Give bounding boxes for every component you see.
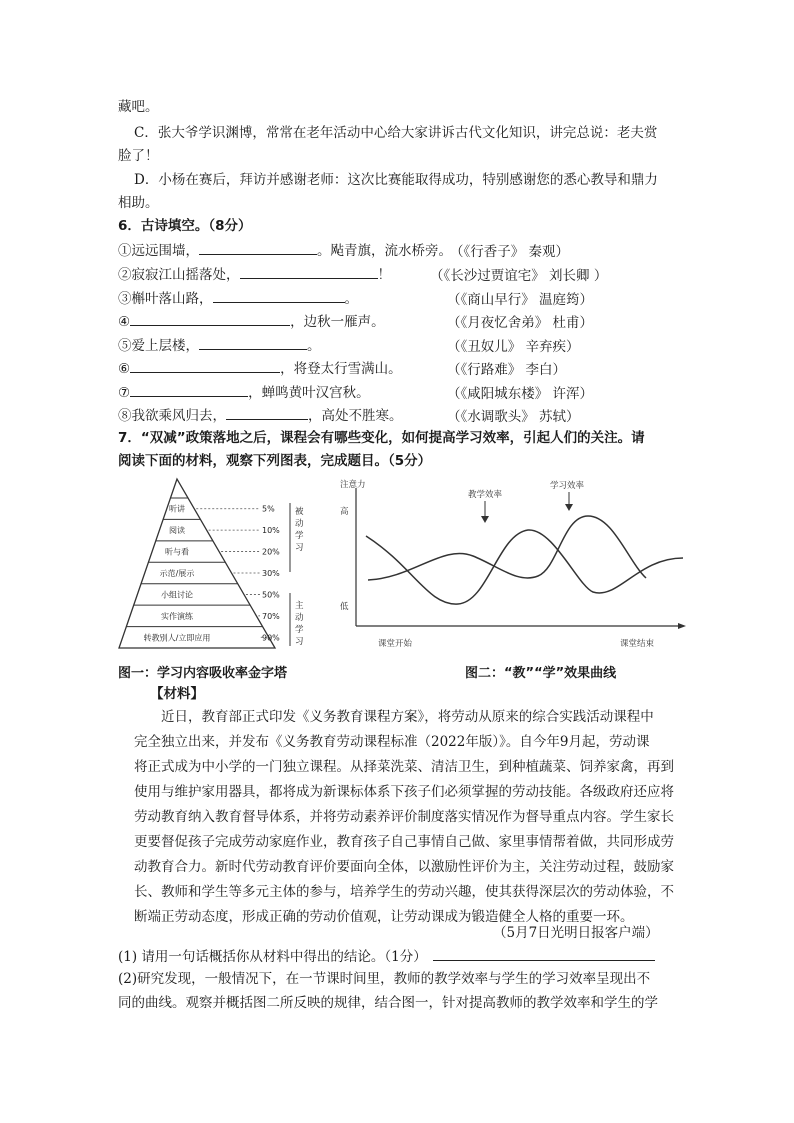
x-axis-arrow	[678, 623, 686, 629]
active-learning-label: 习	[295, 637, 304, 647]
passive-learning-label: 动	[295, 519, 304, 529]
material-line: 断端正劳动态度，形成正确的劳动价值观，让劳动课成为锻造健全人格的重要一环。	[134, 909, 634, 925]
poem-line-5	[118, 335, 321, 355]
text-line: 脸了！	[118, 148, 159, 164]
poem-line-3	[118, 288, 358, 308]
material-line: 更要督促孩子完成劳动家庭作业，教育孩子自己事情自己做、家里事情帮着做，共同形成劳	[134, 834, 674, 850]
pyramid-rate-label: 20%	[262, 547, 280, 557]
x-start-label: 课堂开始	[378, 639, 413, 649]
option-c-line: C．张大爷学识渊博，常常在老年活动中心给大家讲诉古代文化知识，讲完总说：老夫赏	[134, 125, 658, 141]
poem-text: ，边秋一雁声。	[290, 314, 385, 330]
material-line: 长、教师和学生等多元主体的参与，培养学生的劳动兴趣，使其获得深层次的劳动体验，不	[134, 884, 674, 900]
poem-text: ②寂寂江山摇落处，	[118, 267, 240, 283]
poem-source: （《水调歌头》 苏轼）	[447, 409, 580, 425]
pyramid-level-label: 小组讨论	[161, 590, 193, 600]
pyramid-level-label: 实作演练	[161, 611, 193, 621]
material-line: 使用与维护家用器具，都将成为新课标体系下孩子们必须掌握的劳动技能。各级政府还应将	[134, 784, 674, 800]
poem-text: ⑦	[118, 385, 131, 401]
learning-efficiency-curve	[368, 516, 646, 580]
poem-line-8	[118, 405, 403, 425]
material-line: 近日，教育部正式印发《义务教育课程方案》，将劳动从原来的综合实践活动课程中	[161, 709, 654, 725]
answer-blank[interactable]	[226, 405, 308, 420]
material-line: 劳动教育纳入教育督导体系，并将劳动素养评价制度落实情况作为督导重点内容。学生家长	[134, 809, 674, 825]
poem-source: （《丑奴儿》 辛弃疾）	[447, 339, 580, 355]
sub-question-1	[118, 946, 655, 966]
poem-text: ⑥	[118, 361, 131, 377]
poem-text: ！	[377, 267, 391, 283]
y-axis-label: 注意力	[340, 480, 366, 490]
poem-source: （《长沙过贾谊宅》 刘长卿 ）	[430, 268, 608, 284]
answer-blank[interactable]	[130, 382, 248, 397]
text-line: 相助。	[118, 195, 159, 211]
active-learning-label: 动	[295, 613, 304, 623]
answer-blank[interactable]	[199, 335, 307, 350]
answer-blank[interactable]	[130, 358, 280, 373]
poem-text: ，蝉鸣黄叶汉宫秋。	[248, 385, 370, 401]
material-label: 【材料】	[150, 686, 204, 702]
pyramid-outline	[119, 479, 275, 648]
pyramid-rate-label: 5%	[262, 504, 275, 514]
passive-learning-label: 习	[295, 543, 304, 553]
material-line: 完全独立出来，并发布《义务教育劳动课程标准（2022年版）》。自今年9月起，劳动课	[134, 734, 650, 750]
y-low-label: 低	[340, 602, 349, 612]
pyramid-level-label: 听讲	[169, 504, 185, 514]
pyramid-rate-label: 70%	[262, 611, 280, 621]
absorption-pyramid-figure	[112, 476, 327, 654]
sub-question-1-text: (1) 请用一句话概括你从材料中得出的结论。（1分）	[118, 949, 427, 965]
pyramid-level-label: 转教别人/立即应用	[143, 633, 211, 643]
answer-blank[interactable]	[213, 288, 345, 303]
poem-text: 。	[307, 338, 321, 354]
q6-title: 6．古诗填空。（8分）	[118, 218, 252, 234]
series-label-learning: 学习效率	[550, 481, 585, 491]
figure-2-caption: 图二：“教”“学”效果曲线	[465, 666, 617, 681]
teach-learn-curve-chart	[338, 476, 690, 654]
q7-title-line-1: 7．“双减”政策落地之后，课程会有哪些变化，如何提高学习效率，引起人们的关注。请	[118, 430, 645, 446]
active-learning-label: 主	[295, 601, 304, 611]
poem-text: ①远远围墙，	[118, 243, 199, 259]
poem-text: ⑧我欲乘风归去，	[118, 408, 226, 424]
text-line: 藏吧。	[118, 99, 159, 115]
pyramid-rate-label: 50%	[262, 590, 280, 600]
answer-blank[interactable]	[433, 946, 655, 961]
passive-learning-label: 被	[295, 507, 304, 517]
sub-question-2-line-2: 同的曲线。观察并概括图二所反映的规律，结合图一，针对提高教师的教学效率和学生的学	[118, 995, 658, 1011]
sub-question-2-line-1: (2)研究发现，一般情况下，在一节课时间里，教师的教学效率与学生的学习效率呈现出不	[118, 971, 651, 987]
pyramid-level-label: 示范/展示	[159, 569, 195, 578]
passive-learning-label: 学	[295, 531, 304, 541]
poem-source: （《行路难》 李白）	[447, 362, 567, 378]
poem-text: 。飐青旗，流水桥旁。	[317, 243, 452, 259]
poem-text: ③槲叶落山路，	[118, 291, 213, 307]
poem-line-2	[118, 264, 391, 284]
material-line: 动教育合力。新时代劳动教育评价要面向全体，以激励性评价为主，关注劳动过程，鼓励家	[134, 859, 674, 875]
poem-line-7	[118, 382, 370, 402]
answer-blank[interactable]	[240, 264, 378, 279]
pyramid-rate-label: 90%	[262, 633, 280, 643]
poem-text: ④	[118, 314, 131, 330]
x-end-label: 课堂结束	[620, 639, 655, 649]
learning-pointer-arrow	[565, 504, 573, 511]
poem-source: （《行香子》 秦观）	[450, 244, 570, 260]
figure-1-caption: 图一：学习内容吸收率金字塔	[118, 666, 288, 681]
series-label-teaching: 教学效率	[468, 490, 503, 500]
pyramid-level-label: 听与看	[165, 547, 189, 557]
material-line: 将正式成为中小学的一门独立课程。从择菜洗菜、清洁卫生，到种植蔬菜、饲养家禽，再到	[134, 759, 674, 775]
poem-source: （《月夜忆舍弟》 杜甫）	[447, 315, 594, 331]
y-high-label: 高	[340, 507, 349, 517]
poem-text: ，将登太行雪满山。	[280, 361, 402, 377]
answer-blank[interactable]	[199, 240, 317, 255]
poem-line-4	[118, 311, 385, 331]
poem-line-1	[118, 240, 452, 260]
answer-blank[interactable]	[130, 311, 290, 326]
poem-text: ⑤爱上层楼，	[118, 338, 199, 354]
material-paragraph	[134, 705, 674, 930]
option-d-line: D．小杨在赛后，拜访并感谢老师：这次比赛能取得成功，特别感谢您的悉心教导和鼎力	[134, 172, 658, 188]
pyramid-rate-label: 10%	[262, 526, 280, 536]
q7-title-line-2: 阅读下面的材料，观察下列图表，完成题目。（5分）	[118, 453, 432, 469]
material-source: （5月7日光明日报客户端）	[493, 925, 659, 941]
pyramid-rate-label: 30%	[262, 569, 280, 578]
pyramid-level-label: 阅读	[169, 526, 185, 536]
active-learning-label: 学	[295, 625, 304, 635]
teaching-pointer-arrow	[481, 516, 489, 523]
poem-line-6	[118, 358, 402, 378]
poem-source: （《商山早行》 温庭筠）	[447, 292, 594, 308]
teaching-efficiency-curve	[366, 530, 683, 604]
poem-text: ，高处不胜寒。	[308, 408, 403, 424]
poem-source: （《咸阳城东楼》 许浑）	[447, 386, 594, 402]
poem-text: 。	[344, 291, 358, 307]
